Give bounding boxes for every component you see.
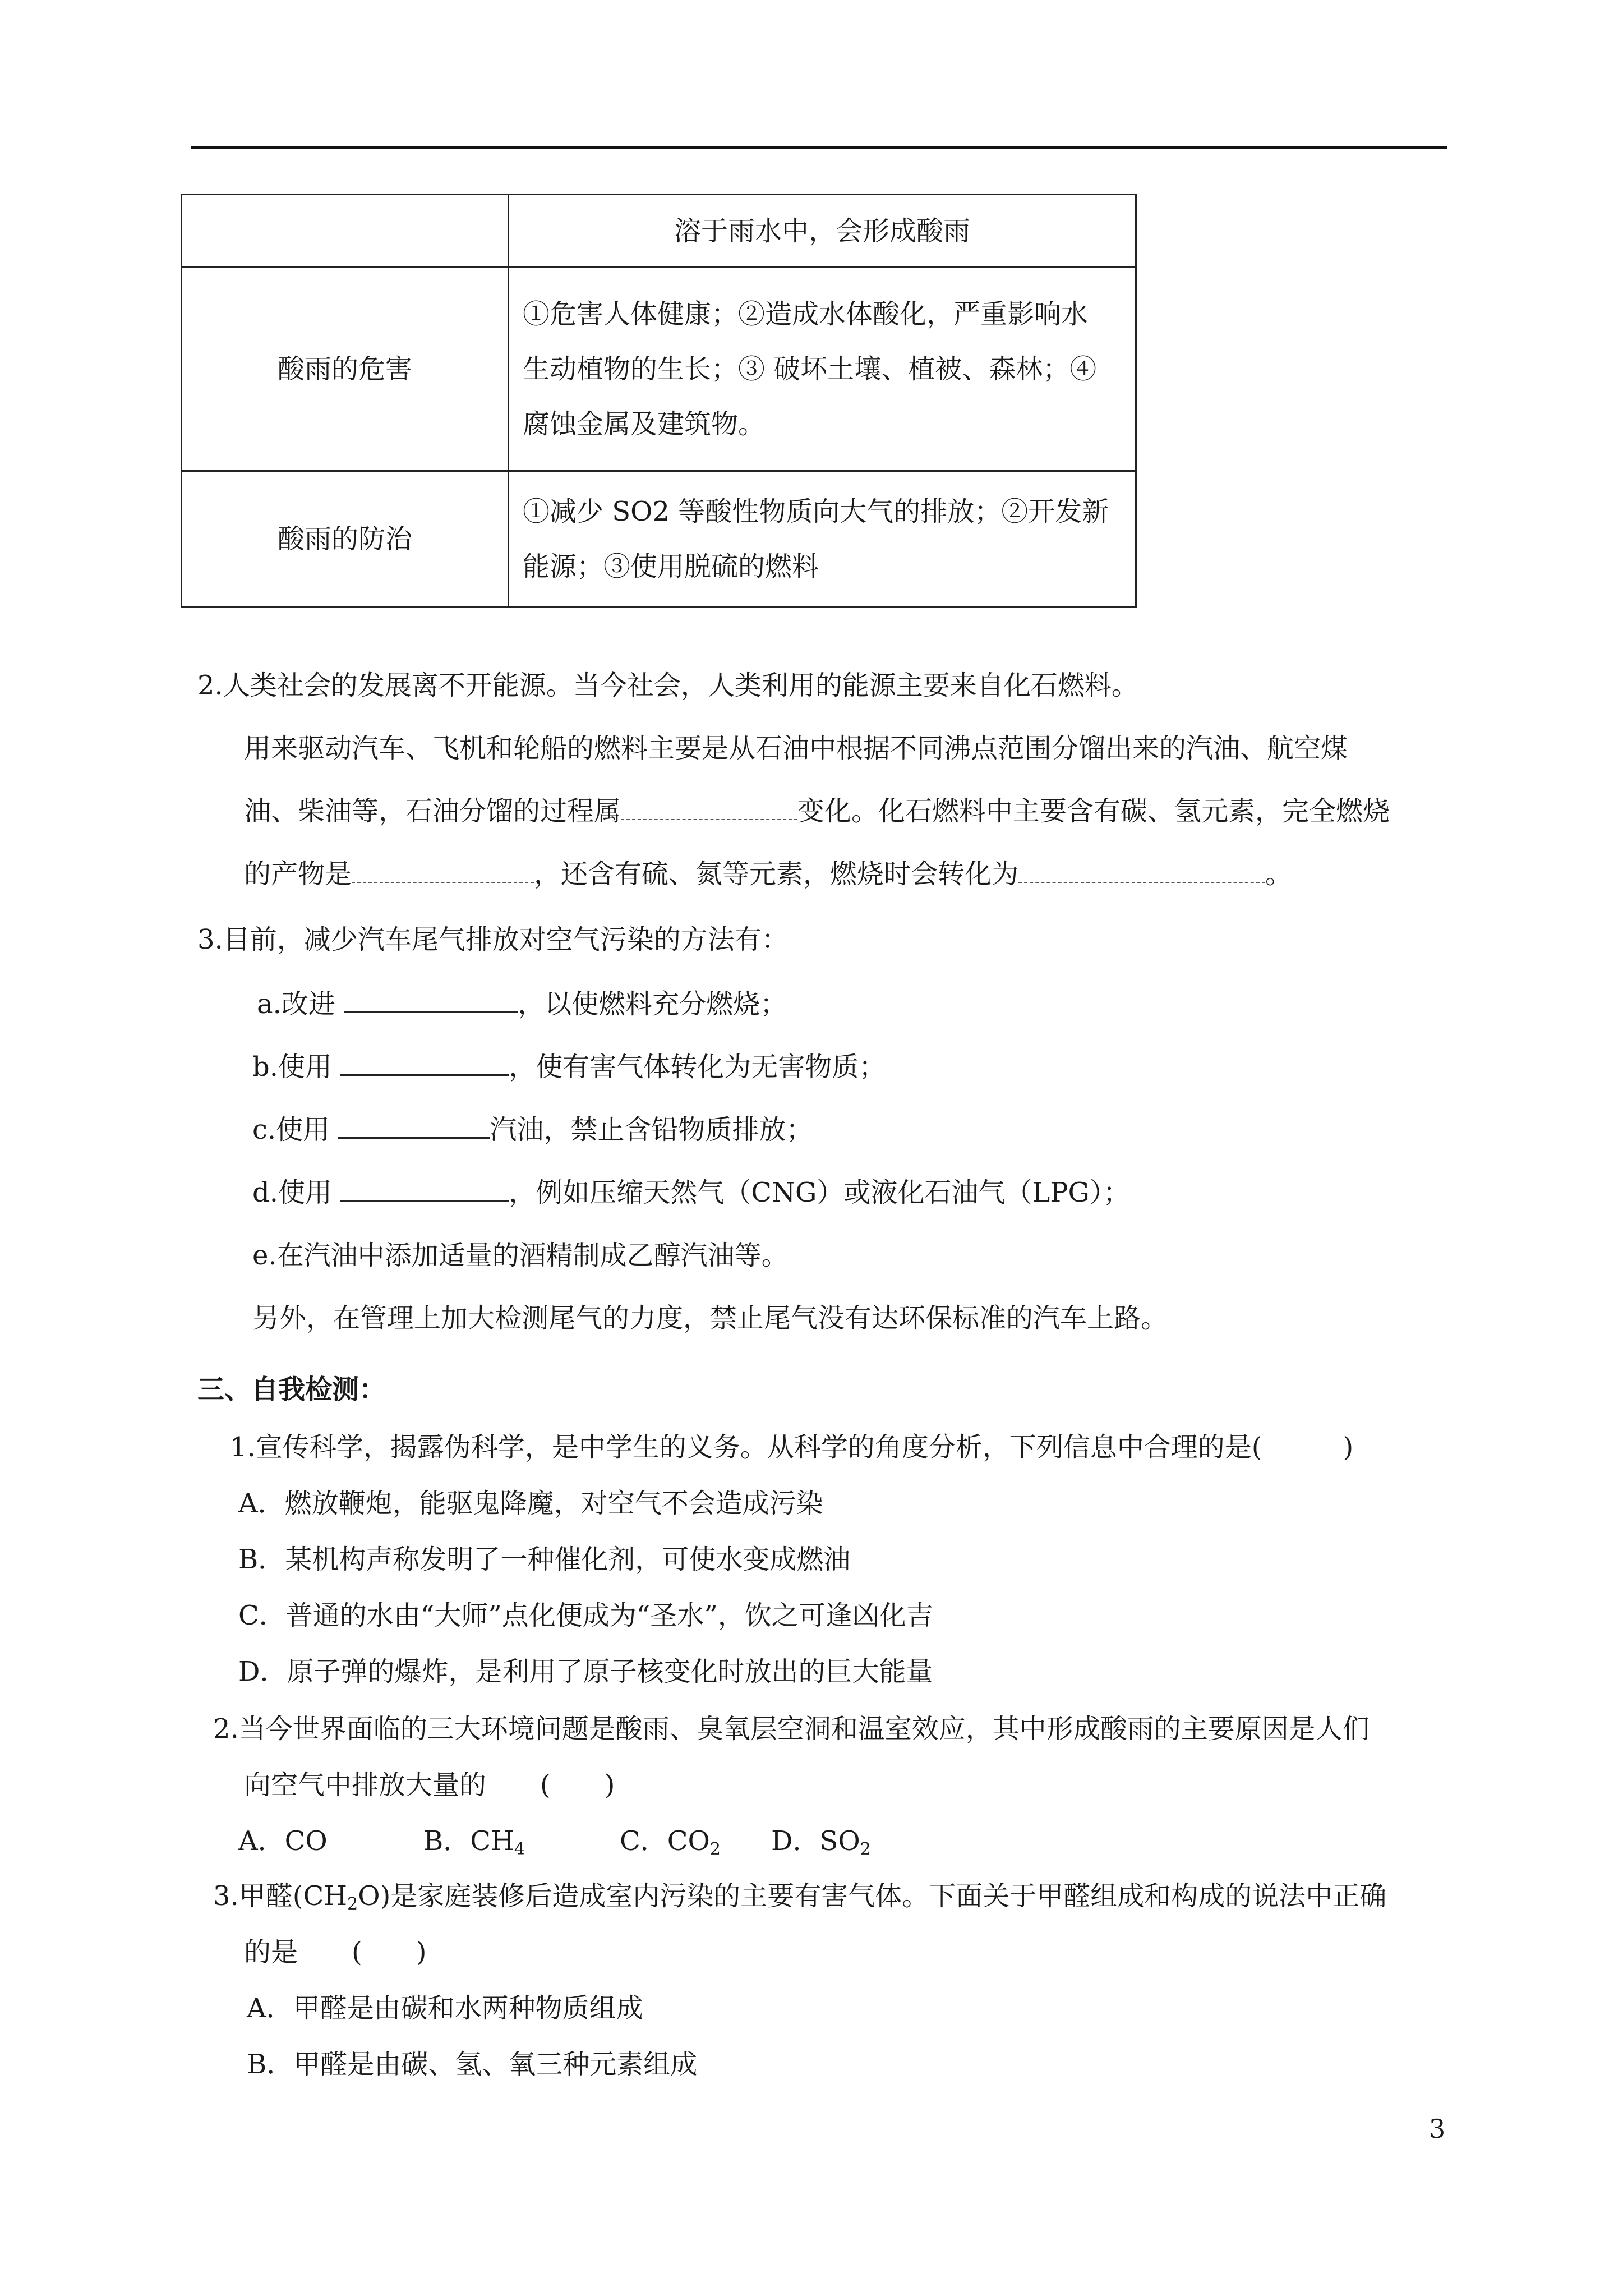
q2-text: 的产物是 xyxy=(244,858,352,890)
s3-q3-stem-2: 的是 ( ) xyxy=(244,1936,427,1968)
item-text: a.改进 xyxy=(257,988,344,1020)
table-cell-content xyxy=(509,471,1136,608)
q3-item-e: e.在汽油中添加适量的酒精制成乙醇汽油等。 xyxy=(252,1240,789,1271)
s3-q2-stem-1: 2.当今世界面临的三大环境问题是酸雨、臭氧层空洞和温室效应，其中形成酸雨的主要原因是人们 xyxy=(213,1713,1370,1745)
page-number: 3 xyxy=(1429,2114,1446,2144)
s3-q3-option-b: B．甲醛是由碳、氢、氧三种元素组成 xyxy=(247,2049,698,2080)
table-row xyxy=(182,195,1136,268)
q2-text: 变化。化石燃料中主要含有碳、氢元素，完全燃烧 xyxy=(797,795,1390,827)
option-d xyxy=(771,1823,871,1867)
option-b xyxy=(423,1823,620,1867)
fill-blank[interactable] xyxy=(344,987,518,1013)
q2-text: 。 xyxy=(1265,858,1293,890)
table-cell-label: 酸雨的防治 xyxy=(182,471,509,608)
fill-blank[interactable] xyxy=(352,857,534,883)
option-text: D．SO xyxy=(771,1825,860,1857)
subscript: 4 xyxy=(514,1839,525,1859)
fill-blank[interactable] xyxy=(621,794,797,820)
q3-item-b xyxy=(252,1049,886,1085)
s3-q1-option-b: B．某机构声称发明了一种催化剂，可使水变成燃油 xyxy=(238,1544,851,1575)
option-text: C．CO xyxy=(620,1825,710,1857)
subscript: 2 xyxy=(709,1839,721,1859)
q2-line-4 xyxy=(244,856,1292,892)
q2-text: 油、柴油等，石油分馏的过程属 xyxy=(244,795,621,827)
q3-item-d xyxy=(252,1175,1130,1211)
q3-extra: 另外，在管理上加大检测尾气的力度，禁止尾气没有达环保标准的汽车上路。 xyxy=(252,1303,1168,1334)
item-text: d.使用 xyxy=(252,1177,341,1208)
option-a: A．CO xyxy=(238,1825,328,1857)
option-c xyxy=(620,1823,771,1867)
s3-q1-option-c: C．普通的水由“大师”点化便成为“圣水”，饮之可逢凶化吉 xyxy=(238,1600,933,1631)
item-text: ，例如压缩天然气（CNG）或液化石油气（LPG）； xyxy=(509,1177,1130,1208)
header-rule xyxy=(191,146,1447,149)
fill-blank[interactable] xyxy=(340,1050,509,1076)
q2-text: ，还含有硫、氮等元素，燃烧时会转化为 xyxy=(534,858,1019,890)
item-text: ，以使燃料充分燃烧； xyxy=(518,988,787,1020)
q2-line-3 xyxy=(244,793,1390,829)
item-text: b.使用 xyxy=(252,1051,341,1083)
section-heading: 三、自我检测： xyxy=(197,1374,386,1405)
q3-item-c xyxy=(252,1112,813,1148)
cell-line: 生动植物的生长；③ 破坏土壤、植被、森林；④ xyxy=(523,353,1097,385)
cell-line: ①危害人体健康；②造成水体酸化，严重影响水 xyxy=(523,298,1089,330)
subscript: 2 xyxy=(347,1894,358,1914)
q2-line-2: 用来驱动汽车、飞机和轮船的燃料主要是从石油中根据不同沸点范围分馏出来的汽油、航空煤 xyxy=(244,733,1348,764)
table-cell-label: 酸雨的危害 xyxy=(182,268,509,471)
fill-blank[interactable] xyxy=(1018,857,1265,883)
cell-line: 能源；③使用脱硫的燃料 xyxy=(523,551,819,582)
subscript: 2 xyxy=(860,1839,871,1859)
cell-line: 腐蚀金属及建筑物。 xyxy=(523,408,766,440)
table-row xyxy=(182,471,1136,608)
s3-q2-options xyxy=(238,1823,871,1867)
stem-text: O)是家庭装修后造成室内污染的主要有害气体。下面关于甲醛组成和构成的说法中正确 xyxy=(358,1880,1387,1912)
cell-line: ①减少 SO2 等酸性物质向大气的排放；②开发新 xyxy=(523,496,1109,527)
item-text: c.使用 xyxy=(252,1114,339,1145)
fill-blank[interactable] xyxy=(340,1175,509,1202)
stem-text: 3.甲醛(CH xyxy=(213,1880,348,1912)
s3-q1-option-d: D．原子弹的爆炸，是利用了原子核变化时放出的巨大能量 xyxy=(238,1656,933,1687)
item-text: 汽油，禁止含铅物质排放； xyxy=(490,1114,813,1145)
s3-q2-stem-2: 向空气中排放大量的 ( ) xyxy=(244,1769,615,1801)
table-row xyxy=(182,268,1136,471)
acid-rain-table xyxy=(181,194,1137,608)
item-text: ，使有害气体转化为无害物质； xyxy=(509,1051,886,1083)
q3-intro: 3.目前，减少汽车尾气排放对空气污染的方法有： xyxy=(197,924,789,955)
s3-q3-stem-1 xyxy=(213,1878,1386,1922)
fill-blank[interactable] xyxy=(338,1112,490,1139)
s3-q3-option-a: A．甲醛是由碳和水两种物质组成 xyxy=(247,1993,643,2024)
table-cell-content xyxy=(509,268,1136,471)
s3-q1-option-a: A．燃放鞭炮，能驱鬼降魔，对空气不会造成污染 xyxy=(238,1488,823,1519)
table-cell-label xyxy=(182,195,509,268)
s3-q1-stem: 1.宣传科学，揭露伪科学，是中学生的义务。从科学的角度分析，下列信息中合理的是( ) xyxy=(230,1432,1354,1463)
table-cell-content: 溶于雨水中，会形成酸雨 xyxy=(509,195,1136,268)
option-text: B．CH xyxy=(423,1825,514,1857)
q2-line-1: 2.人类社会的发展离不开能源。当今社会，人类利用的能源主要来自化石燃料。 xyxy=(197,670,1138,701)
q3-item-a xyxy=(257,986,787,1022)
